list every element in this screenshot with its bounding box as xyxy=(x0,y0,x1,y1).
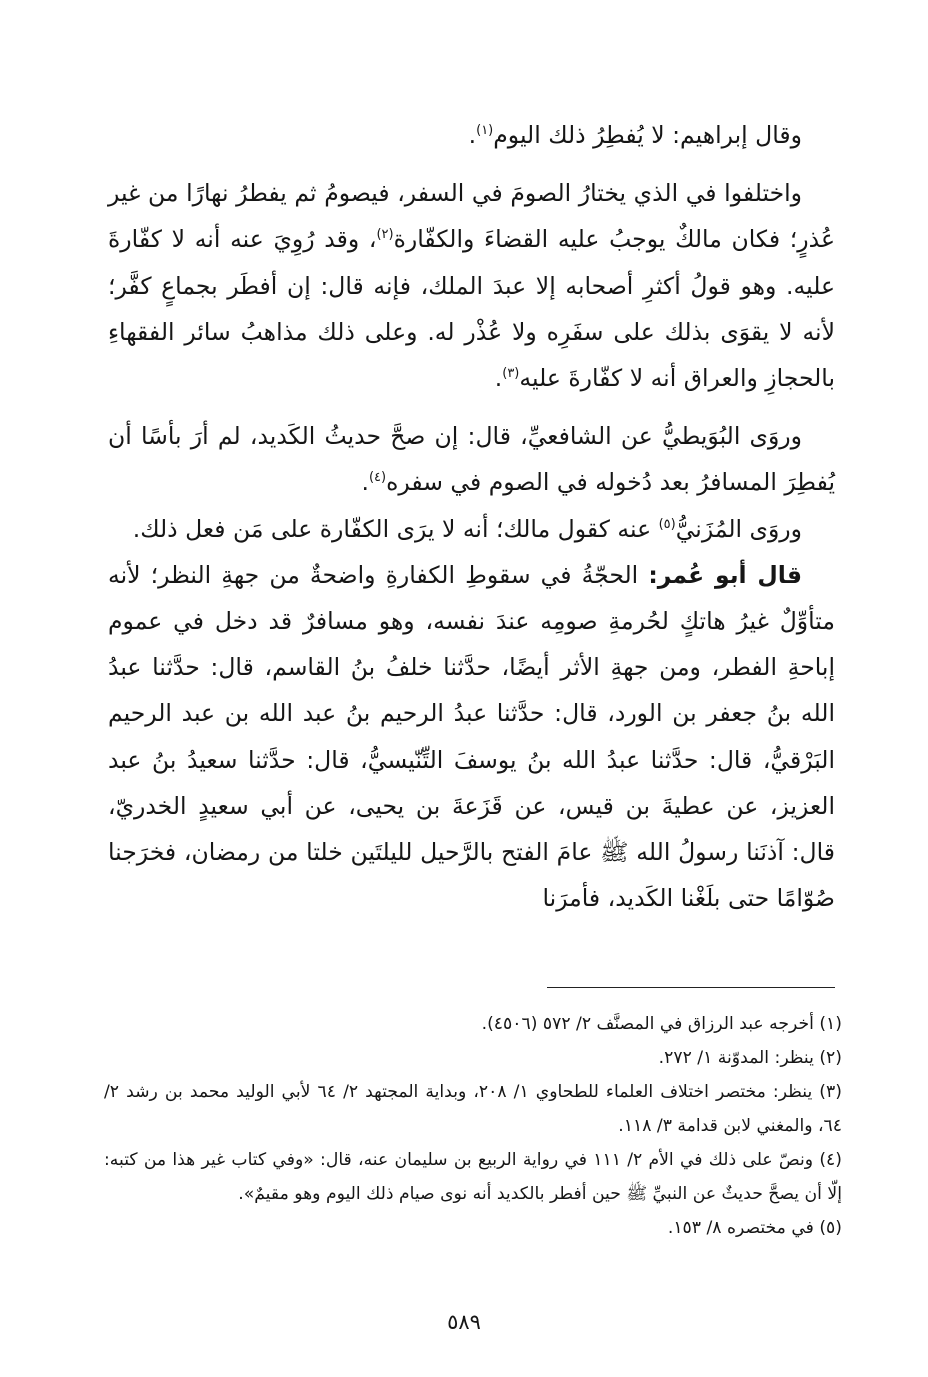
paragraph-text: وقال إبراهيم: لا يُفطِرُ ذلك اليوم xyxy=(493,121,802,149)
paragraph-text: واختلفوا في الذي يختارُ الصومَ في السفر، فيصومُ ثم يفطرُ نهارًا من غير عُذرٍ؛ فكان مالكٌ يوجبُ عليه القضاءَ والكفّارة xyxy=(108,179,835,254)
paragraph-text: . xyxy=(361,468,369,497)
paragraph-4 xyxy=(108,506,835,552)
footnotes xyxy=(104,1007,842,1245)
paragraph-1 xyxy=(108,112,835,158)
footnote-ref: (٤) xyxy=(368,470,387,486)
footnote-ref: (١) xyxy=(476,123,494,139)
paragraph-5 xyxy=(108,552,835,922)
paragraph-text: . xyxy=(494,364,503,393)
paragraph-text: وروَى المُزَنيُّ xyxy=(675,514,802,543)
footnote-ref: (٥) xyxy=(658,516,676,532)
footnote-3: (٣) ينظر: مختصر اختلاف العلماء للطحاوي ١/ ٢٠٨، وبداية المجتهد ٢/ ٦٤ لأبي الوليد محمد بن رشد ٢/ ٦٤، والمغني لابن قدامة ٣/ ١١٨. xyxy=(104,1082,842,1136)
paragraph-text: . xyxy=(468,121,477,149)
paragraph-text: وروَى البُوَيطيُّ عن الشافعيِّ، قال: إن صحَّ حديثُ الكَديد، لم أرَ بأسًا أن يُفطِرَ المسافرُ بعد دُخوله في الصوم في سفره xyxy=(108,422,835,497)
paragraph-text: ، وقد رُوِيَ عنه أنه لا كفّارةَ عليه. وهو قولُ أكثرِ أصحابه إلا عبدَ الملك، فإنه قال: إن أفطَر بجماعٍ كفَّر؛ لأنه لا يقوَى بذلك على سفَرِه ولا عُذْر له. وعلى ذلك مذاهبُ سائر الفقهاءِ بالحجازِ والعراق أنه لا كفّارةَ عليه xyxy=(108,225,835,393)
paragraph-2 xyxy=(108,170,835,401)
footnote-separator xyxy=(547,987,835,988)
author-lead: قال أبو عُمر: xyxy=(648,560,803,589)
footnote-1: (١) أخرجه عبد الرزاق في المصنَّف ٢/ ٥٧٢ (٤٥٠٦). xyxy=(481,1014,842,1034)
footnote-2: (٢) ينظر: المدوّنة ١/ ٢٧٢. xyxy=(658,1048,842,1068)
footnote-ref: (٢) xyxy=(376,227,394,243)
paragraph-3 xyxy=(108,413,835,505)
footnote-ref: (٣) xyxy=(502,366,520,382)
page-number: ٥٨٩ xyxy=(447,1310,481,1334)
paragraph-text: الحجّةُ في سقوطِ الكفارةِ واضحةٌ من جهةِ النظر؛ لأنه متأوِّلٌ غيرُ هاتكٍ لحُرمةِ صومِه عندَ نفسه، وهو مسافرٌ قد دخل في عموم إباحةِ الفطر، ومن جهةِ الأثر أيضًا، حدَّثنا خلفُ بنُ القاسم، قال: حدَّثنا عبدُ الله بنُ جعفر بن الورد، قال: حدَّثنا عبدُ الرحيم بنُ عبد الله بن عبد الرحيم البَرْقيُّ، قال: حدَّثنا عبدُ الله بنُ يوسفَ التِّنّيسيُّ، قال: حدَّثنا سعيدُ بنُ عبد العزيز، عن عطيةَ بن قيس، عن قَزَعةَ بن يحيى، عن أبي سعيدٍ الخدريّ، قال: آذنَنا رسولُ الله ﷺ عامَ الفتح بالرَّحيل لليلتَين خلتا من رمضان، فخرَجنا صُوّامًا حتى بلَغْنا الكَديد، فأمرَنا xyxy=(108,560,835,913)
footnote-5: (٥) في مختصره ٨/ ١٥٣. xyxy=(667,1218,842,1238)
main-text xyxy=(108,112,835,921)
footnote-4: (٤) ونصّ على ذلك في الأم ٢/ ١١١ في رواية الربيع بن سليمان عنه، قال: «وفي كتاب غير هذا من كتبه: إلّا أن يصحَّ حديثٌ عن النبيِّ ﷺ حين أفطر بالكديد أنه نوى صيام ذلك اليوم وهو مقيمٌ». xyxy=(104,1150,842,1204)
paragraph-text: عنه كقول مالك؛ أنه لا يرَى الكفّارة على مَن فعل ذلك. xyxy=(132,514,659,543)
